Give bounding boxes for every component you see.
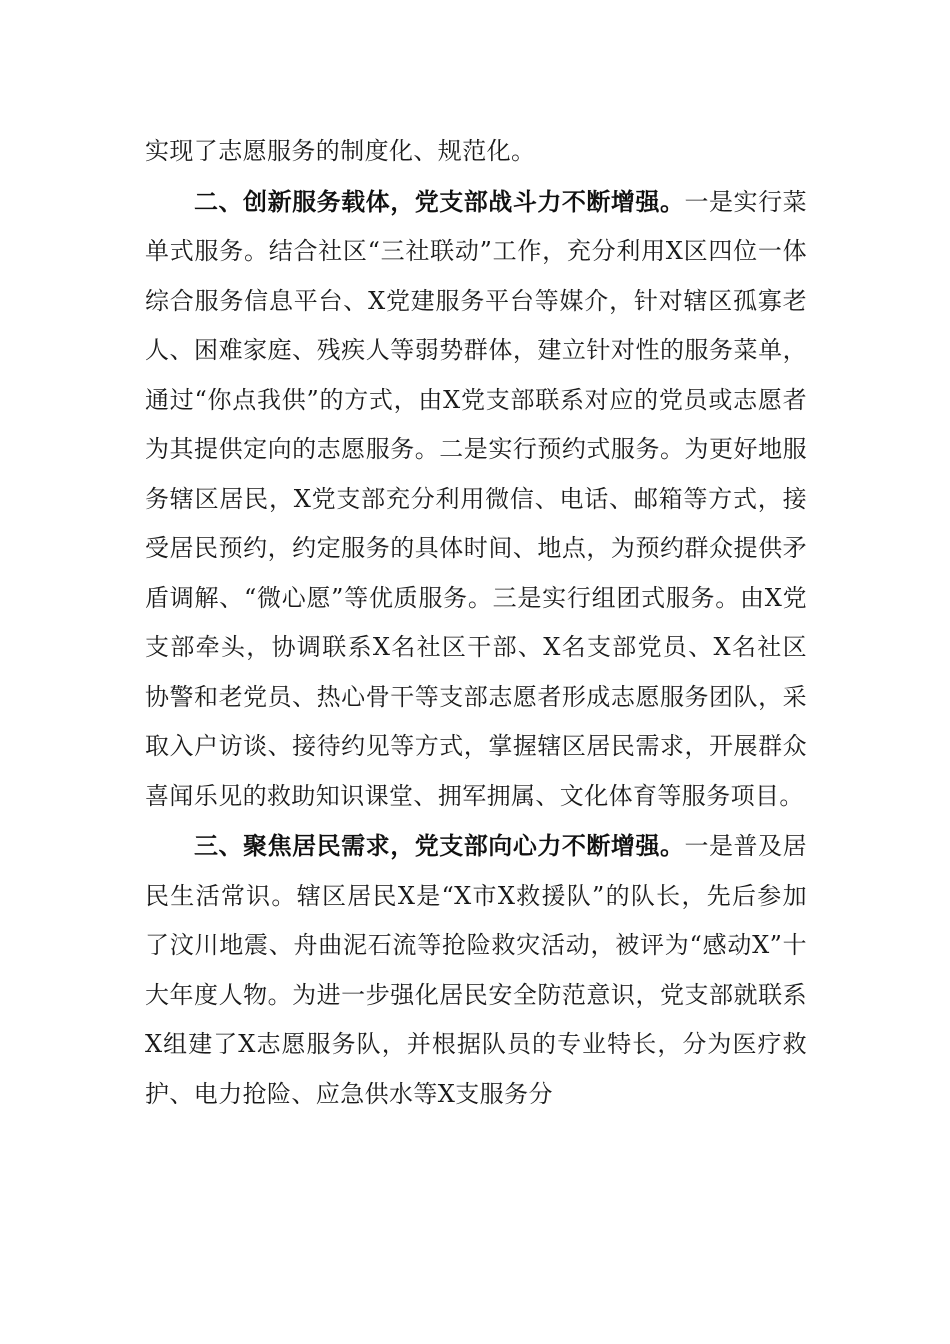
section-heading: 三、聚焦居民需求，党支部向心力不断增强。 bbox=[194, 831, 685, 860]
paragraph-continuation bbox=[145, 127, 807, 177]
paragraph-section-three bbox=[145, 821, 807, 1119]
document-body bbox=[145, 127, 807, 1119]
paragraph-body: 实现了志愿服务的制度化、规范化。 bbox=[145, 137, 536, 165]
paragraph-section-two bbox=[145, 177, 807, 822]
paragraph-body: 一是普及居民生活常识。辖区居民X是“X市X救援队”的队长，先后参加了汶川地震、舟曲泥石流等抢险救灾活动，被评为“感动X”十大年度人物。为进一步强化居民安全防范意识，党支部就联系X组建了X志愿服务队，并根据队员的专业特长，分为医疗救护、电力抢险、应急供水等X支服务分 bbox=[145, 832, 807, 1108]
paragraph-body: 一是实行菜单式服务。结合社区“三社联动”工作，充分利用X区四位一体综合服务信息平台、X党建服务平台等媒介，针对辖区孤寡老人、困难家庭、残疾人等弱势群体，建立针对性的服务菜单，通过“你点我供”的方式，由X党支部联系对应的党员或志愿者为其提供定向的志愿服务。二是实行预约式服务。为更好地服务辖区居民，X党支部充分利用微信、电话、邮箱等方式，接受居民预约，约定服务的具体时间、地点，为预约群众提供矛盾调解、“微心愿”等优质服务。三是实行组团式服务。由X党支部牵头，协调联系X名社区干部、X名支部党员、X名社区协警和老党员、热心骨干等支部志愿者形成志愿服务团队，采取入户访谈、接待约见等方式，掌握辖区居民需求，开展群众喜闻乐见的救助知识课堂、拥军拥属、文化体育等服务项目。 bbox=[145, 187, 807, 810]
section-heading: 二、创新服务载体，党支部战斗力不断增强。 bbox=[194, 186, 685, 216]
